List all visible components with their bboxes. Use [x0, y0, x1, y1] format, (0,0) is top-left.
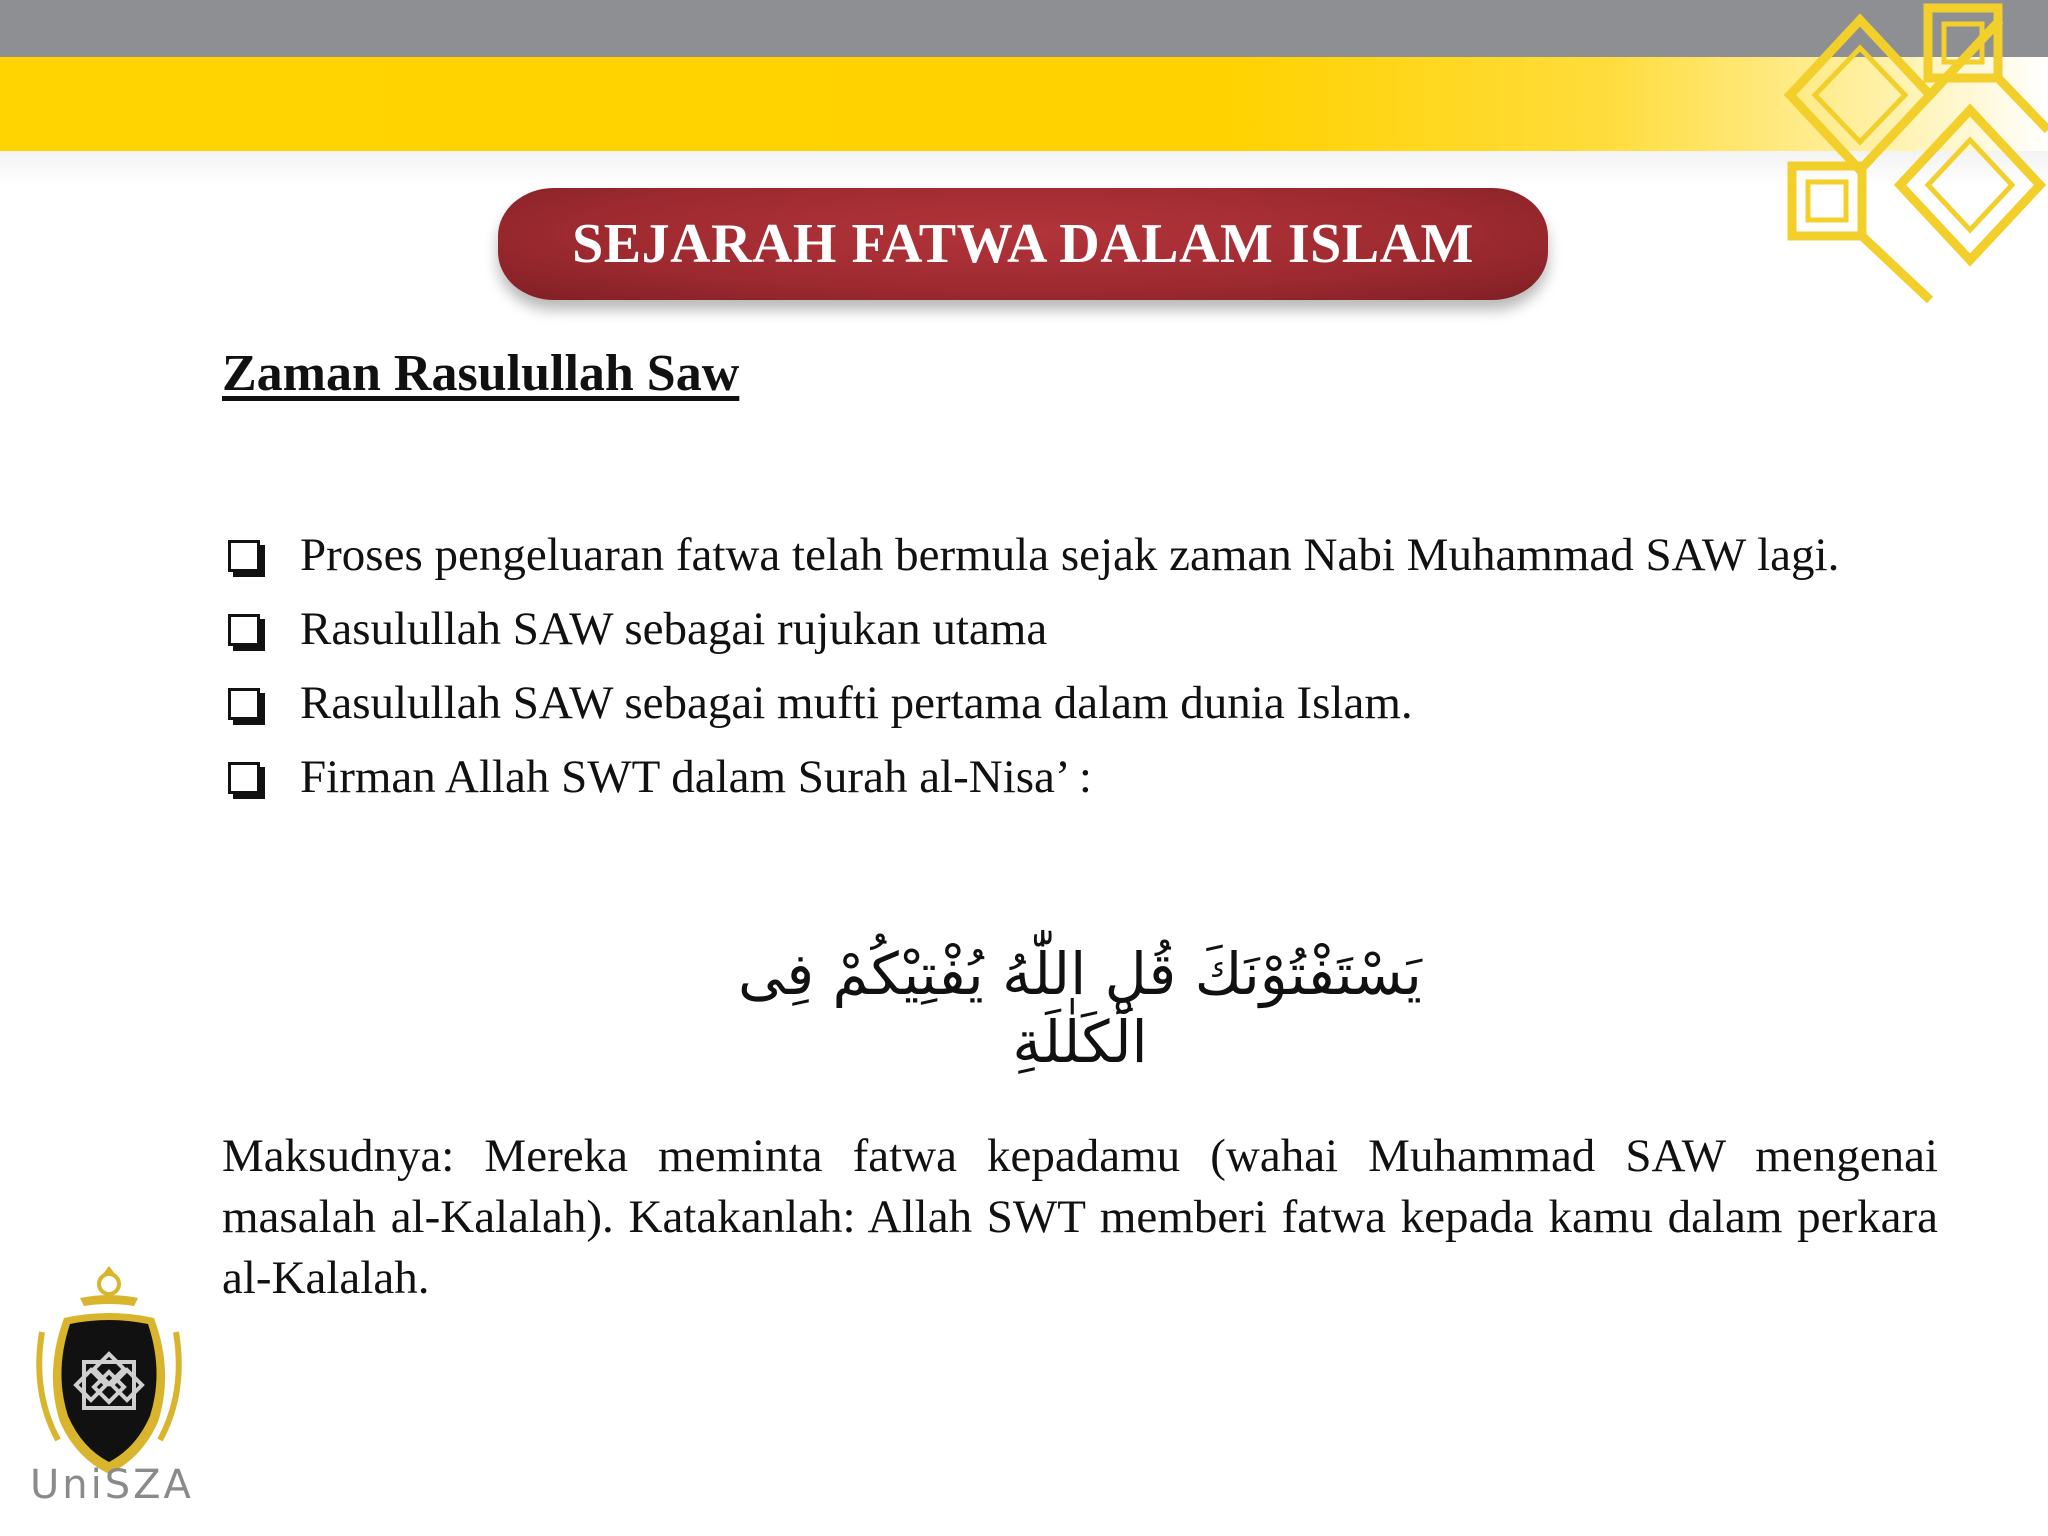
- checkbox-outline-icon: [228, 614, 260, 646]
- bullet-list: [222, 524, 1942, 820]
- logo-text: UniSZA: [30, 1462, 194, 1508]
- checkbox-outline-icon: [228, 688, 260, 720]
- bullet-item: [222, 746, 1942, 808]
- arabic-verse: يَسْتَفْتُوْنَكَ قُلِ اللّٰهُ يُفْتِيْكُمْ فِى الْكَلٰلَةِ: [738, 940, 1422, 1076]
- checkbox-outline-icon: [228, 540, 260, 572]
- bullet-text: Rasulullah SAW sebagai mufti pertama dalam dunia Islam.: [300, 677, 1413, 729]
- geometric-diamond-ornament-icon: [1700, 0, 2048, 320]
- bullet-item: [222, 598, 1942, 660]
- bullet-text: Proses pengeluaran fatwa telah bermula sejak zaman Nabi Muhammad SAW lagi.: [300, 529, 1840, 581]
- bullet-item: [222, 672, 1942, 734]
- verse-meaning: Maksudnya: Mereka meminta fatwa kepadamu (wahai Muhammad SAW mengenai masalah al-Kalalah). Katakanlah: Allah SWT memberi fatwa kepada kamu dalam perkara al-Kalalah.: [222, 1130, 1938, 1304]
- section-heading: Zaman Rasulullah Saw: [222, 345, 740, 402]
- bullet-text: Firman Allah SWT dalam Surah al-Nisa’ :: [300, 751, 1092, 803]
- checkbox-outline-icon: [228, 762, 260, 794]
- bullet-item: [222, 524, 1942, 586]
- title-banner: [498, 188, 1548, 300]
- page-title: SEJARAH FATWA DALAM ISLAM: [572, 213, 1474, 275]
- bullet-text: Rasulullah SAW sebagai rujukan utama: [300, 603, 1048, 655]
